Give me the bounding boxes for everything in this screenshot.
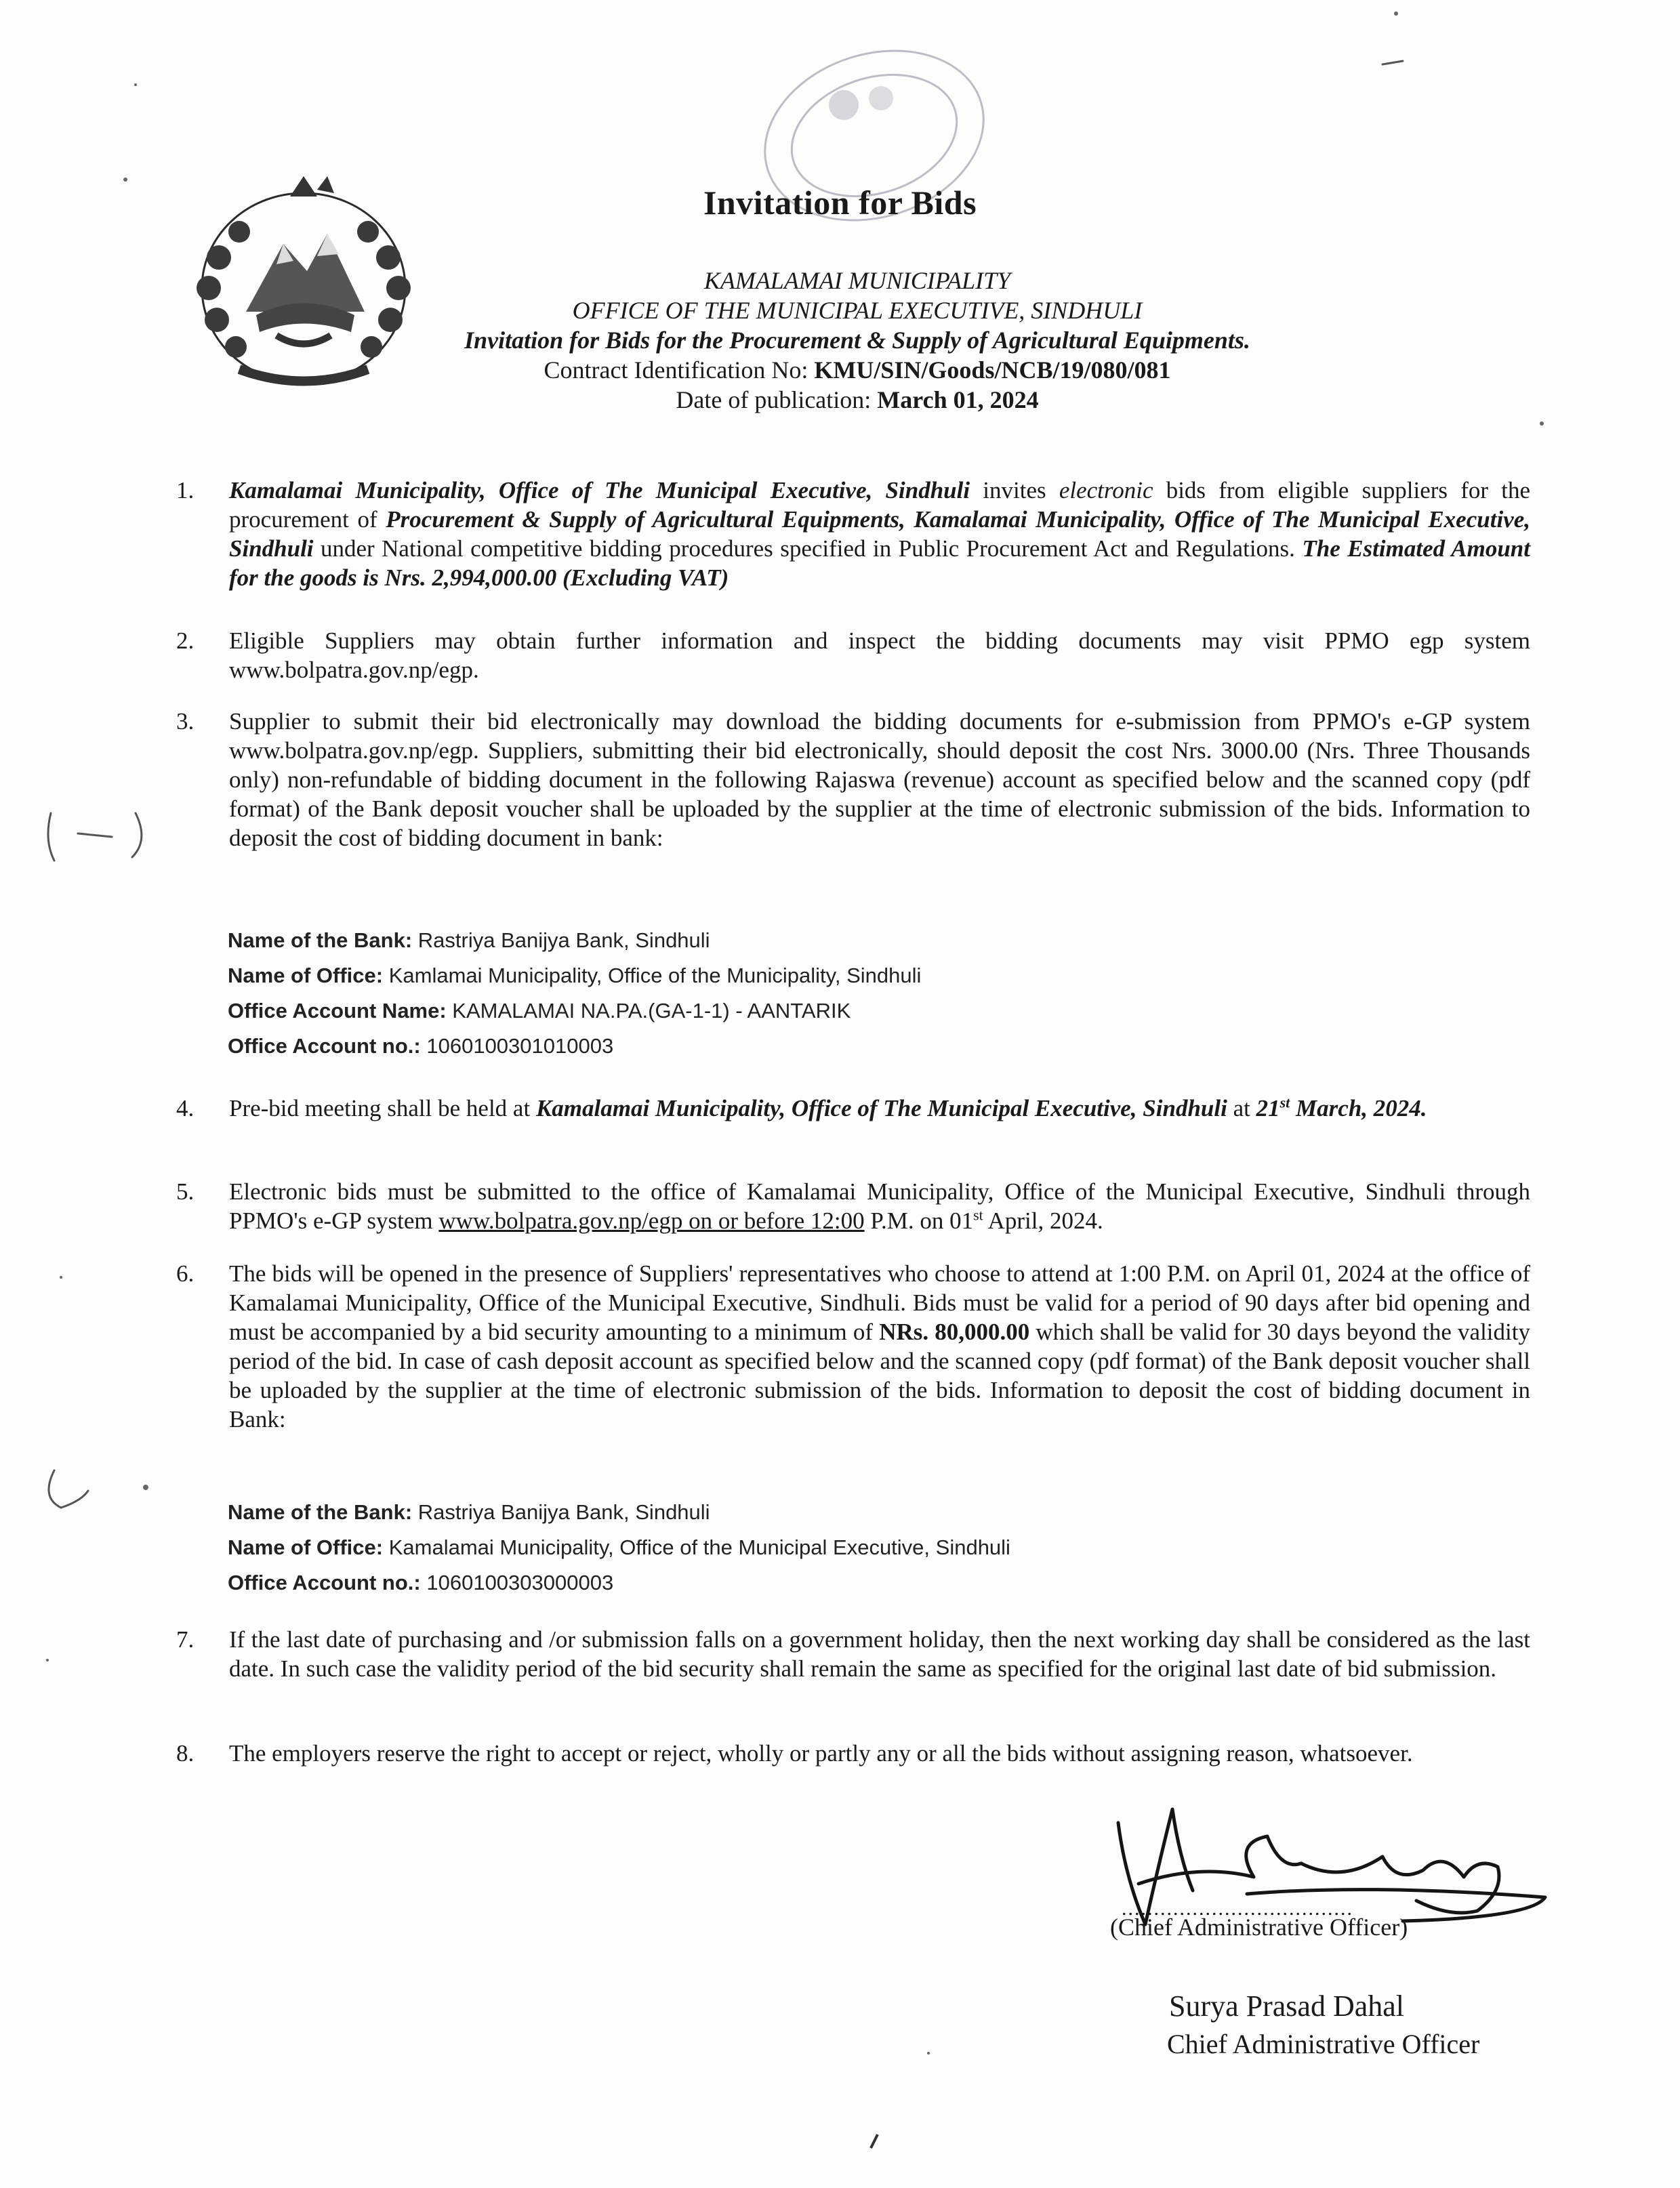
bank-details-2: Name of the Bank: Rastriya Banijya Bank, Sindhuli Name of Office: Kamalamai Municipality, Office of the Municipal Executive, Sindhuli Office Account no.: 1060100303000003 (228, 1500, 1010, 1594)
document-title: Invitation for Bids (703, 184, 977, 222)
signature-line: .................................... (1122, 1897, 1353, 1920)
municipality-name: KAMALAMAI MUNICIPALITY (703, 267, 1011, 294)
signatory-designation: Chief Administrative Officer (1167, 2029, 1480, 2059)
signatory-role: (Chief Administrative Officer) (1110, 1914, 1408, 1941)
contract-id: Contract Identification No: KMU/SIN/Goods/NCB/19/080/081 (544, 356, 1171, 384)
clause-1: 1. Kamalamai Municipality, Office of The Municipal Executive, Sindhuli invites electronic bids from eligible suppliers for the procurement of Procurement & Supply of Agricultural Equipments, Kamalamai Municipality, Office of The Municipal Executive, Sindhuli under National competitive bidding procedures specified in Public Procurement Act and Regulations. The Estimated Amount for the goods is Nrs. 2,994,000.00 (Excluding VAT) (176, 477, 1531, 591)
signatory-name: Surya Prasad Dahal (1169, 1989, 1405, 2023)
clause-2: 2. Eligible Suppliers may obtain further information and inspect the bidding documents may visit PPMO egp system www.bolpatra.gov.np/egp. (176, 627, 1530, 683)
clause-3: 3. Supplier to submit their bid electronically may download the bidding documents for e-submission from PPMO's e-GP system www.bolpatra.gov.np/egp. Suppliers, submitting their bid electronically, should deposit the cost Nrs. 3000.00 (Nrs. Three Thousands only) non-refundable of bidding document in the following Rajaswa (revenue) account as specified below and the scanned copy (pdf format) of the Bank deposit voucher shall be uploaded by the supplier at the time of electronic submission of the bids. Information to deposit the cost of bidding document in bank: (176, 708, 1530, 851)
clause-5: 5. Electronic bids must be submitted to the office of Kamalamai Municipality, Office of the Municipal Executive, Sindhuli through PPMO's e-GP system www.bolpatra.gov.np/egp on or before 12:00 P.M. on 01st April, 2024. (176, 1178, 1530, 1234)
clause-6: 6. The bids will be opened in the presence of Suppliers' representatives who choose to attend at 1:00 P.M. on April 01, 2024 at the office of Kamalamai Municipality, Office of the Municipal Executive, Sindhuli. Bids must be valid for a period of 90 days after bid opening and must be accompanied by a bid security amounting to a minimum of NRs. 80,000.00 which shall be valid for 30 days beyond the validity period of the bid. In case of cash deposit account as specified below and the scanned copy (pdf format) of the Bank deposit voucher shall be uploaded by the supplier at the time of electronic submission of the bids. Information to deposit the cost of bidding document in Bank: (176, 1260, 1530, 1432)
ifb-subtitle: Invitation for Bids for the Procurement & Supply of Agricultural Equipments. (464, 327, 1250, 354)
clause-8: 8. The employers reserve the right to accept or reject, wholly or partly any or all the bids without assigning reason, whatsoever. (176, 1740, 1413, 1767)
publication-date: Date of publication: March 01, 2024 (676, 386, 1039, 413)
clause-4: 4. Pre-bid meeting shall be held at Kamalamai Municipality, Office of The Municipal Executive, Sindhuli at 21st March, 2024. (176, 1094, 1427, 1121)
clause-7: 7. If the last date of purchasing and /or submission falls on a government holiday, then the next working day shall be considered as the last date. In such case the validity period of the bid security shall remain the same as specified for the original last date of bid submission. (176, 1626, 1530, 1682)
bank-details-1: Name of the Bank: Rastriya Banijya Bank, Sindhuli Name of Office: Kamlamai Municipality, Office of the Municipality, Sindhuli Office Account Name: KAMALAMAI NA.PA.(GA-1-1) - AANTARIK Office Account no.: 1060100301010003 (228, 928, 922, 1058)
office-name: OFFICE OF THE MUNICIPAL EXECUTIVE, SINDHULI (572, 297, 1143, 324)
egp-link[interactable]: www.bolpatra.gov.np/egp on or before 12:00 (438, 1207, 865, 1234)
